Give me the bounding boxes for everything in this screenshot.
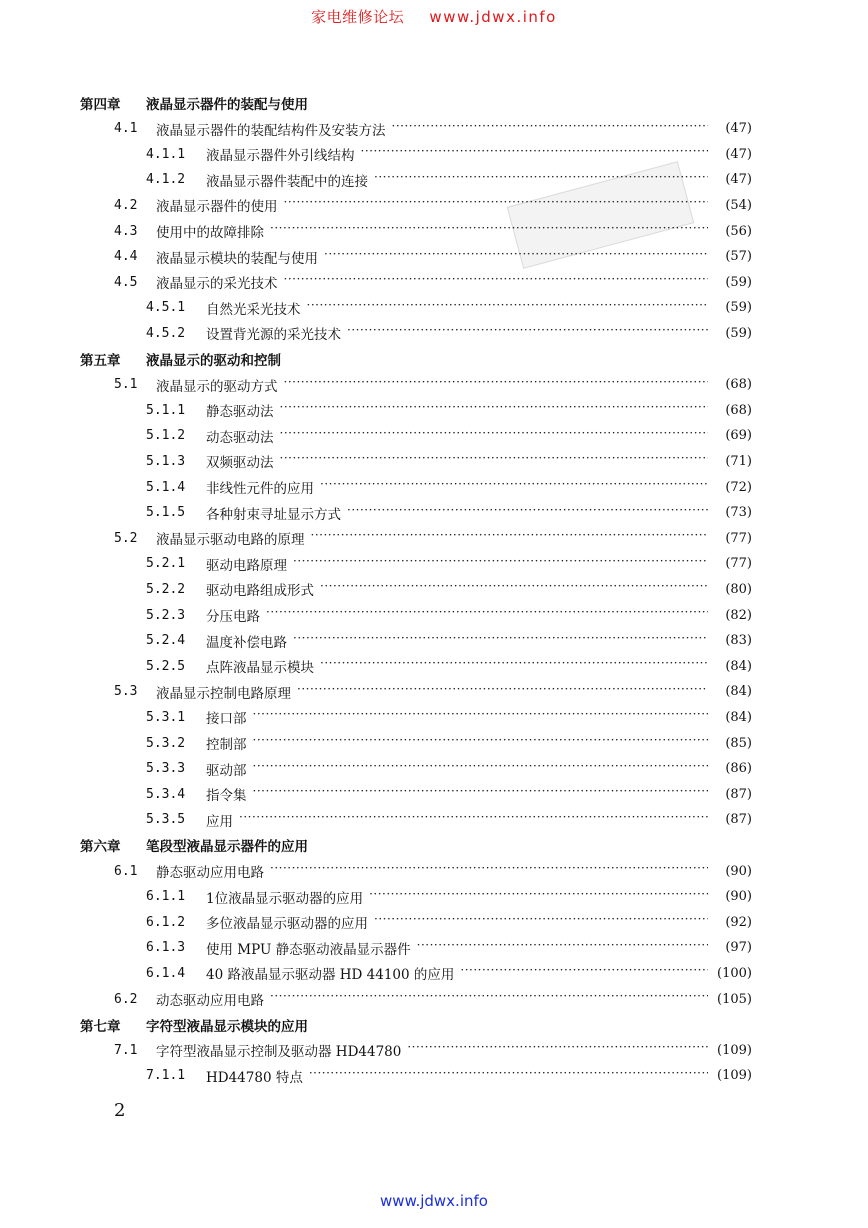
toc-section-number: 6.1.3 bbox=[146, 940, 186, 956]
toc-section-number: 5.1.1 bbox=[146, 402, 186, 418]
toc-dot-leader bbox=[311, 531, 709, 545]
toc-page-number: (59) bbox=[725, 300, 752, 316]
toc-dot-leader bbox=[293, 634, 708, 648]
toc-section-title: 使用 MPU 静态驱动液晶显示器件 bbox=[206, 941, 411, 958]
toc-entry bbox=[146, 578, 752, 600]
toc-entry bbox=[114, 681, 752, 703]
toc-page-number: (59) bbox=[725, 325, 752, 341]
toc-page-number: (90) bbox=[725, 863, 752, 879]
toc-section-number: 4.3 bbox=[114, 223, 138, 239]
toc-section-number: 5.1.5 bbox=[146, 505, 186, 521]
toc-chapter-heading bbox=[80, 348, 752, 370]
toc-dot-leader bbox=[324, 250, 708, 264]
toc-section-title: 液晶显示器件的使用 bbox=[156, 199, 278, 216]
toc-section-number: 第六章 bbox=[80, 839, 121, 856]
toc-entry bbox=[146, 425, 752, 447]
toc-page-number: (85) bbox=[725, 735, 752, 751]
site-footer bbox=[0, 1192, 868, 1210]
toc-section-title: 液晶显示器件的装配结构件及安装方法 bbox=[156, 122, 386, 139]
toc-section-title: 笔段型液晶显示器件的应用 bbox=[146, 839, 308, 856]
toc-page-number: (56) bbox=[725, 223, 752, 239]
toc-section-title: 驱动电路组成形式 bbox=[206, 583, 314, 600]
toc-section-title: 驱动部 bbox=[206, 762, 247, 779]
toc-section-title: 液晶显示驱动电路的原理 bbox=[156, 532, 305, 549]
toc-section-number: 第四章 bbox=[80, 97, 121, 113]
toc-dot-leader bbox=[374, 173, 708, 187]
toc-section-number: 5.2.3 bbox=[146, 607, 186, 623]
toc-dot-leader bbox=[284, 275, 709, 289]
toc-page-number: (77) bbox=[725, 530, 752, 546]
toc-entry bbox=[146, 758, 752, 780]
toc-entry bbox=[146, 553, 752, 575]
toc-section-title: 接口部 bbox=[206, 711, 247, 728]
toc-section-number: 6.1.2 bbox=[146, 914, 186, 930]
toc-dot-leader bbox=[374, 915, 708, 929]
toc-dot-leader bbox=[270, 864, 708, 878]
toc-page-number: (87) bbox=[725, 812, 752, 828]
toc-section-title: 双频驱动法 bbox=[206, 455, 274, 472]
toc-section-number: 5.1.3 bbox=[146, 453, 186, 469]
toc-dot-leader bbox=[280, 454, 709, 468]
toc-section-title: 设置背光源的采光技术 bbox=[206, 327, 341, 344]
toc-section-number: 第七章 bbox=[80, 1018, 121, 1035]
toc-section-number: 5.3.1 bbox=[146, 709, 186, 725]
toc-section-number: 4.5 bbox=[114, 274, 138, 290]
toc-chapter-heading bbox=[80, 92, 752, 114]
site-url[interactable]: www.jdwx.info bbox=[429, 8, 557, 26]
toc-section-number: 5.1.4 bbox=[146, 479, 186, 495]
toc-entry bbox=[146, 604, 752, 626]
toc-section-title: 各种射束寻址显示方式 bbox=[206, 506, 341, 523]
toc-dot-leader bbox=[284, 378, 709, 392]
toc-section-title: 驱动电路原理 bbox=[206, 557, 287, 574]
toc-dot-leader bbox=[309, 1069, 708, 1083]
toc-entry bbox=[146, 732, 752, 754]
toc-entry bbox=[114, 988, 752, 1010]
toc-section-title: 温度补偿电路 bbox=[206, 634, 287, 651]
toc-entry bbox=[114, 1039, 752, 1061]
toc-section-number: 5.3 bbox=[114, 684, 138, 700]
toc-dot-leader bbox=[417, 941, 708, 955]
toc-entry bbox=[146, 809, 752, 831]
toc-section-number: 5.2 bbox=[114, 530, 138, 546]
toc-page-number: (86) bbox=[725, 761, 752, 777]
toc-page-number: (82) bbox=[725, 607, 752, 623]
toc-section-number: 6.2 bbox=[114, 991, 138, 1007]
toc-section-number: 5.2.5 bbox=[146, 658, 186, 674]
toc-dot-leader bbox=[297, 685, 708, 699]
toc-dot-leader bbox=[266, 608, 708, 622]
toc-entry bbox=[114, 246, 752, 268]
toc-dot-leader bbox=[253, 762, 709, 776]
toc-section-title: 应用 bbox=[206, 813, 233, 830]
toc-page-number: (47) bbox=[725, 172, 752, 188]
toc-entry bbox=[114, 860, 752, 882]
toc-page-number: (87) bbox=[725, 786, 752, 802]
toc-dot-leader bbox=[253, 736, 709, 750]
toc-page-number: (84) bbox=[725, 658, 752, 674]
toc-entry bbox=[146, 937, 752, 959]
toc-section-title: 静态驱动法 bbox=[206, 404, 274, 421]
toc-page-number: (59) bbox=[725, 274, 752, 290]
toc-entry bbox=[114, 374, 752, 396]
toc-section-title: 40 路液晶显示驱动器 HD 44100 的应用 bbox=[206, 967, 455, 984]
toc-section-title: 1位液晶显示驱动器的应用 bbox=[206, 890, 364, 907]
toc-page-number: (97) bbox=[725, 940, 752, 956]
toc-section-number: 4.1.1 bbox=[146, 146, 186, 162]
toc-section-number: 7.1 bbox=[114, 1042, 138, 1058]
toc-entry bbox=[146, 399, 752, 421]
toc-dot-leader bbox=[361, 147, 709, 161]
toc-entry bbox=[114, 271, 752, 293]
toc-entry bbox=[146, 630, 752, 652]
toc-page-number: (90) bbox=[725, 889, 752, 905]
toc-dot-leader bbox=[253, 710, 709, 724]
toc-section-title: 液晶显示器件的装配与使用 bbox=[146, 97, 308, 113]
toc-section-number: 5.2.1 bbox=[146, 556, 186, 572]
toc-entry bbox=[146, 1065, 752, 1087]
toc-section-number: 4.2 bbox=[114, 197, 138, 213]
toc-section-number: 5.1 bbox=[114, 377, 138, 393]
toc-dot-leader bbox=[460, 966, 708, 980]
toc-chapter-heading bbox=[80, 834, 752, 856]
toc-dot-leader bbox=[284, 198, 709, 212]
toc-page-number: (69) bbox=[725, 428, 752, 444]
toc-dot-leader bbox=[239, 813, 708, 827]
toc-section-title: 点阵液晶显示模块 bbox=[206, 660, 314, 677]
toc-entry bbox=[146, 169, 752, 191]
toc-section-title: 分压电路 bbox=[206, 609, 260, 625]
toc-section-number: 4.5.2 bbox=[146, 325, 186, 341]
toc-dot-leader bbox=[293, 557, 708, 571]
toc-page-number: (109) bbox=[717, 1068, 752, 1084]
toc-entry bbox=[146, 706, 752, 728]
toc-page-number: (84) bbox=[725, 684, 752, 700]
toc-section-title: HD44780 特点 bbox=[206, 1069, 303, 1086]
toc-section-number: 5.1.2 bbox=[146, 428, 186, 444]
toc-section-title: 液晶显示模块的装配与使用 bbox=[156, 250, 318, 267]
toc-entry bbox=[114, 527, 752, 549]
toc-entry bbox=[146, 783, 752, 805]
toc-section-number: 5.3.4 bbox=[146, 786, 186, 802]
toc-page-number: (72) bbox=[725, 479, 752, 495]
toc-dot-leader bbox=[320, 480, 708, 494]
toc-entry bbox=[114, 220, 752, 242]
toc-entry bbox=[146, 502, 752, 524]
toc-dot-leader bbox=[347, 506, 708, 520]
toc-entry bbox=[146, 450, 752, 472]
toc-section-number: 5.3.3 bbox=[146, 761, 186, 777]
toc-dot-leader bbox=[320, 659, 708, 673]
toc-dot-leader bbox=[270, 992, 708, 1006]
toc-page-number: (73) bbox=[725, 505, 752, 521]
toc-page-number: (47) bbox=[725, 121, 752, 137]
toc-section-title: 液晶显示器件外引线结构 bbox=[206, 148, 355, 165]
toc-chapter-heading bbox=[80, 1014, 752, 1036]
toc-page-number: (68) bbox=[725, 402, 752, 418]
toc-section-number: 第五章 bbox=[80, 353, 121, 369]
toc-section-title: 静态驱动应用电路 bbox=[156, 865, 264, 881]
toc-section-number: 4.1.2 bbox=[146, 172, 186, 188]
toc-section-title: 动态驱动法 bbox=[206, 429, 274, 446]
toc-entry bbox=[146, 322, 752, 344]
toc-dot-leader bbox=[347, 326, 708, 340]
toc-entry bbox=[114, 194, 752, 216]
footer-url[interactable]: www.jdwx.info bbox=[380, 1192, 488, 1210]
toc-section-title: 控制部 bbox=[206, 737, 247, 753]
toc-section-number: 5.3.2 bbox=[146, 735, 186, 751]
toc-section-title: 多位液晶显示驱动器的应用 bbox=[206, 916, 368, 933]
site-header bbox=[0, 6, 868, 27]
toc-section-number: 4.5.1 bbox=[146, 300, 186, 316]
toc-entry bbox=[146, 476, 752, 498]
toc-section-title: 指令集 bbox=[206, 788, 247, 805]
toc-dot-leader bbox=[369, 890, 708, 904]
site-name: 家电维修论坛 bbox=[311, 8, 405, 26]
toc-section-title: 字符型液晶显示模块的应用 bbox=[146, 1018, 308, 1035]
toc-section-number: 4.1 bbox=[114, 121, 138, 137]
toc-section-number: 5.3.5 bbox=[146, 812, 186, 828]
toc-dot-leader bbox=[407, 1043, 708, 1057]
toc-dot-leader bbox=[280, 403, 709, 417]
toc-entry bbox=[146, 911, 752, 933]
toc-page-number: (77) bbox=[725, 556, 752, 572]
toc-dot-leader bbox=[253, 787, 709, 801]
toc-section-title: 使用中的故障排除 bbox=[156, 225, 264, 241]
toc-page-number: (109) bbox=[717, 1042, 752, 1058]
toc-page-number: (71) bbox=[725, 453, 752, 469]
toc-entry bbox=[114, 118, 752, 140]
toc-page-number: (105) bbox=[717, 991, 752, 1007]
toc-page-number: (54) bbox=[725, 197, 752, 213]
toc-section-number: 5.2.2 bbox=[146, 581, 186, 597]
toc-page-number: (57) bbox=[725, 249, 752, 265]
toc-page-number: (100) bbox=[717, 965, 752, 981]
toc-dot-leader bbox=[320, 582, 708, 596]
toc-section-number: 5.2.4 bbox=[146, 633, 186, 649]
toc-dot-leader bbox=[307, 301, 709, 315]
page-number: 2 bbox=[114, 1100, 126, 1121]
toc-page-number: (92) bbox=[725, 914, 752, 930]
toc-section-title: 自然光采光技术 bbox=[206, 301, 301, 318]
toc-section-title: 液晶显示控制电路原理 bbox=[156, 685, 291, 702]
toc-page-number: (68) bbox=[725, 377, 752, 393]
toc-section-number: 4.4 bbox=[114, 249, 138, 265]
toc-entry bbox=[146, 297, 752, 319]
toc-page-number: (47) bbox=[725, 146, 752, 162]
toc-section-title: 液晶显示器件装配中的连接 bbox=[206, 173, 368, 190]
toc-page-number: (84) bbox=[725, 709, 752, 725]
toc-section-title: 动态驱动应用电路 bbox=[156, 993, 264, 1009]
toc-dot-leader bbox=[280, 429, 709, 443]
toc-entry bbox=[146, 962, 752, 984]
toc-section-number: 6.1.1 bbox=[146, 889, 186, 905]
toc-dot-leader bbox=[392, 122, 709, 136]
toc-section-number: 6.1.4 bbox=[146, 965, 186, 981]
toc-section-title: 液晶显示的驱动方式 bbox=[156, 378, 278, 395]
toc-entry bbox=[146, 655, 752, 677]
toc-dot-leader bbox=[270, 224, 708, 238]
toc-section-number: 7.1.1 bbox=[146, 1068, 186, 1084]
toc-section-title: 非线性元件的应用 bbox=[206, 481, 314, 497]
toc-page-number: (83) bbox=[725, 633, 752, 649]
toc-entry bbox=[146, 143, 752, 165]
toc-section-title: 字符型液晶显示控制及驱动器 HD44780 bbox=[156, 1044, 402, 1061]
toc-section-number: 6.1 bbox=[114, 863, 138, 879]
toc-section-title: 液晶显示的驱动和控制 bbox=[146, 353, 281, 369]
toc-page-number: (80) bbox=[725, 581, 752, 597]
toc-entry bbox=[146, 886, 752, 908]
toc-section-title: 液晶显示的采光技术 bbox=[156, 276, 278, 293]
